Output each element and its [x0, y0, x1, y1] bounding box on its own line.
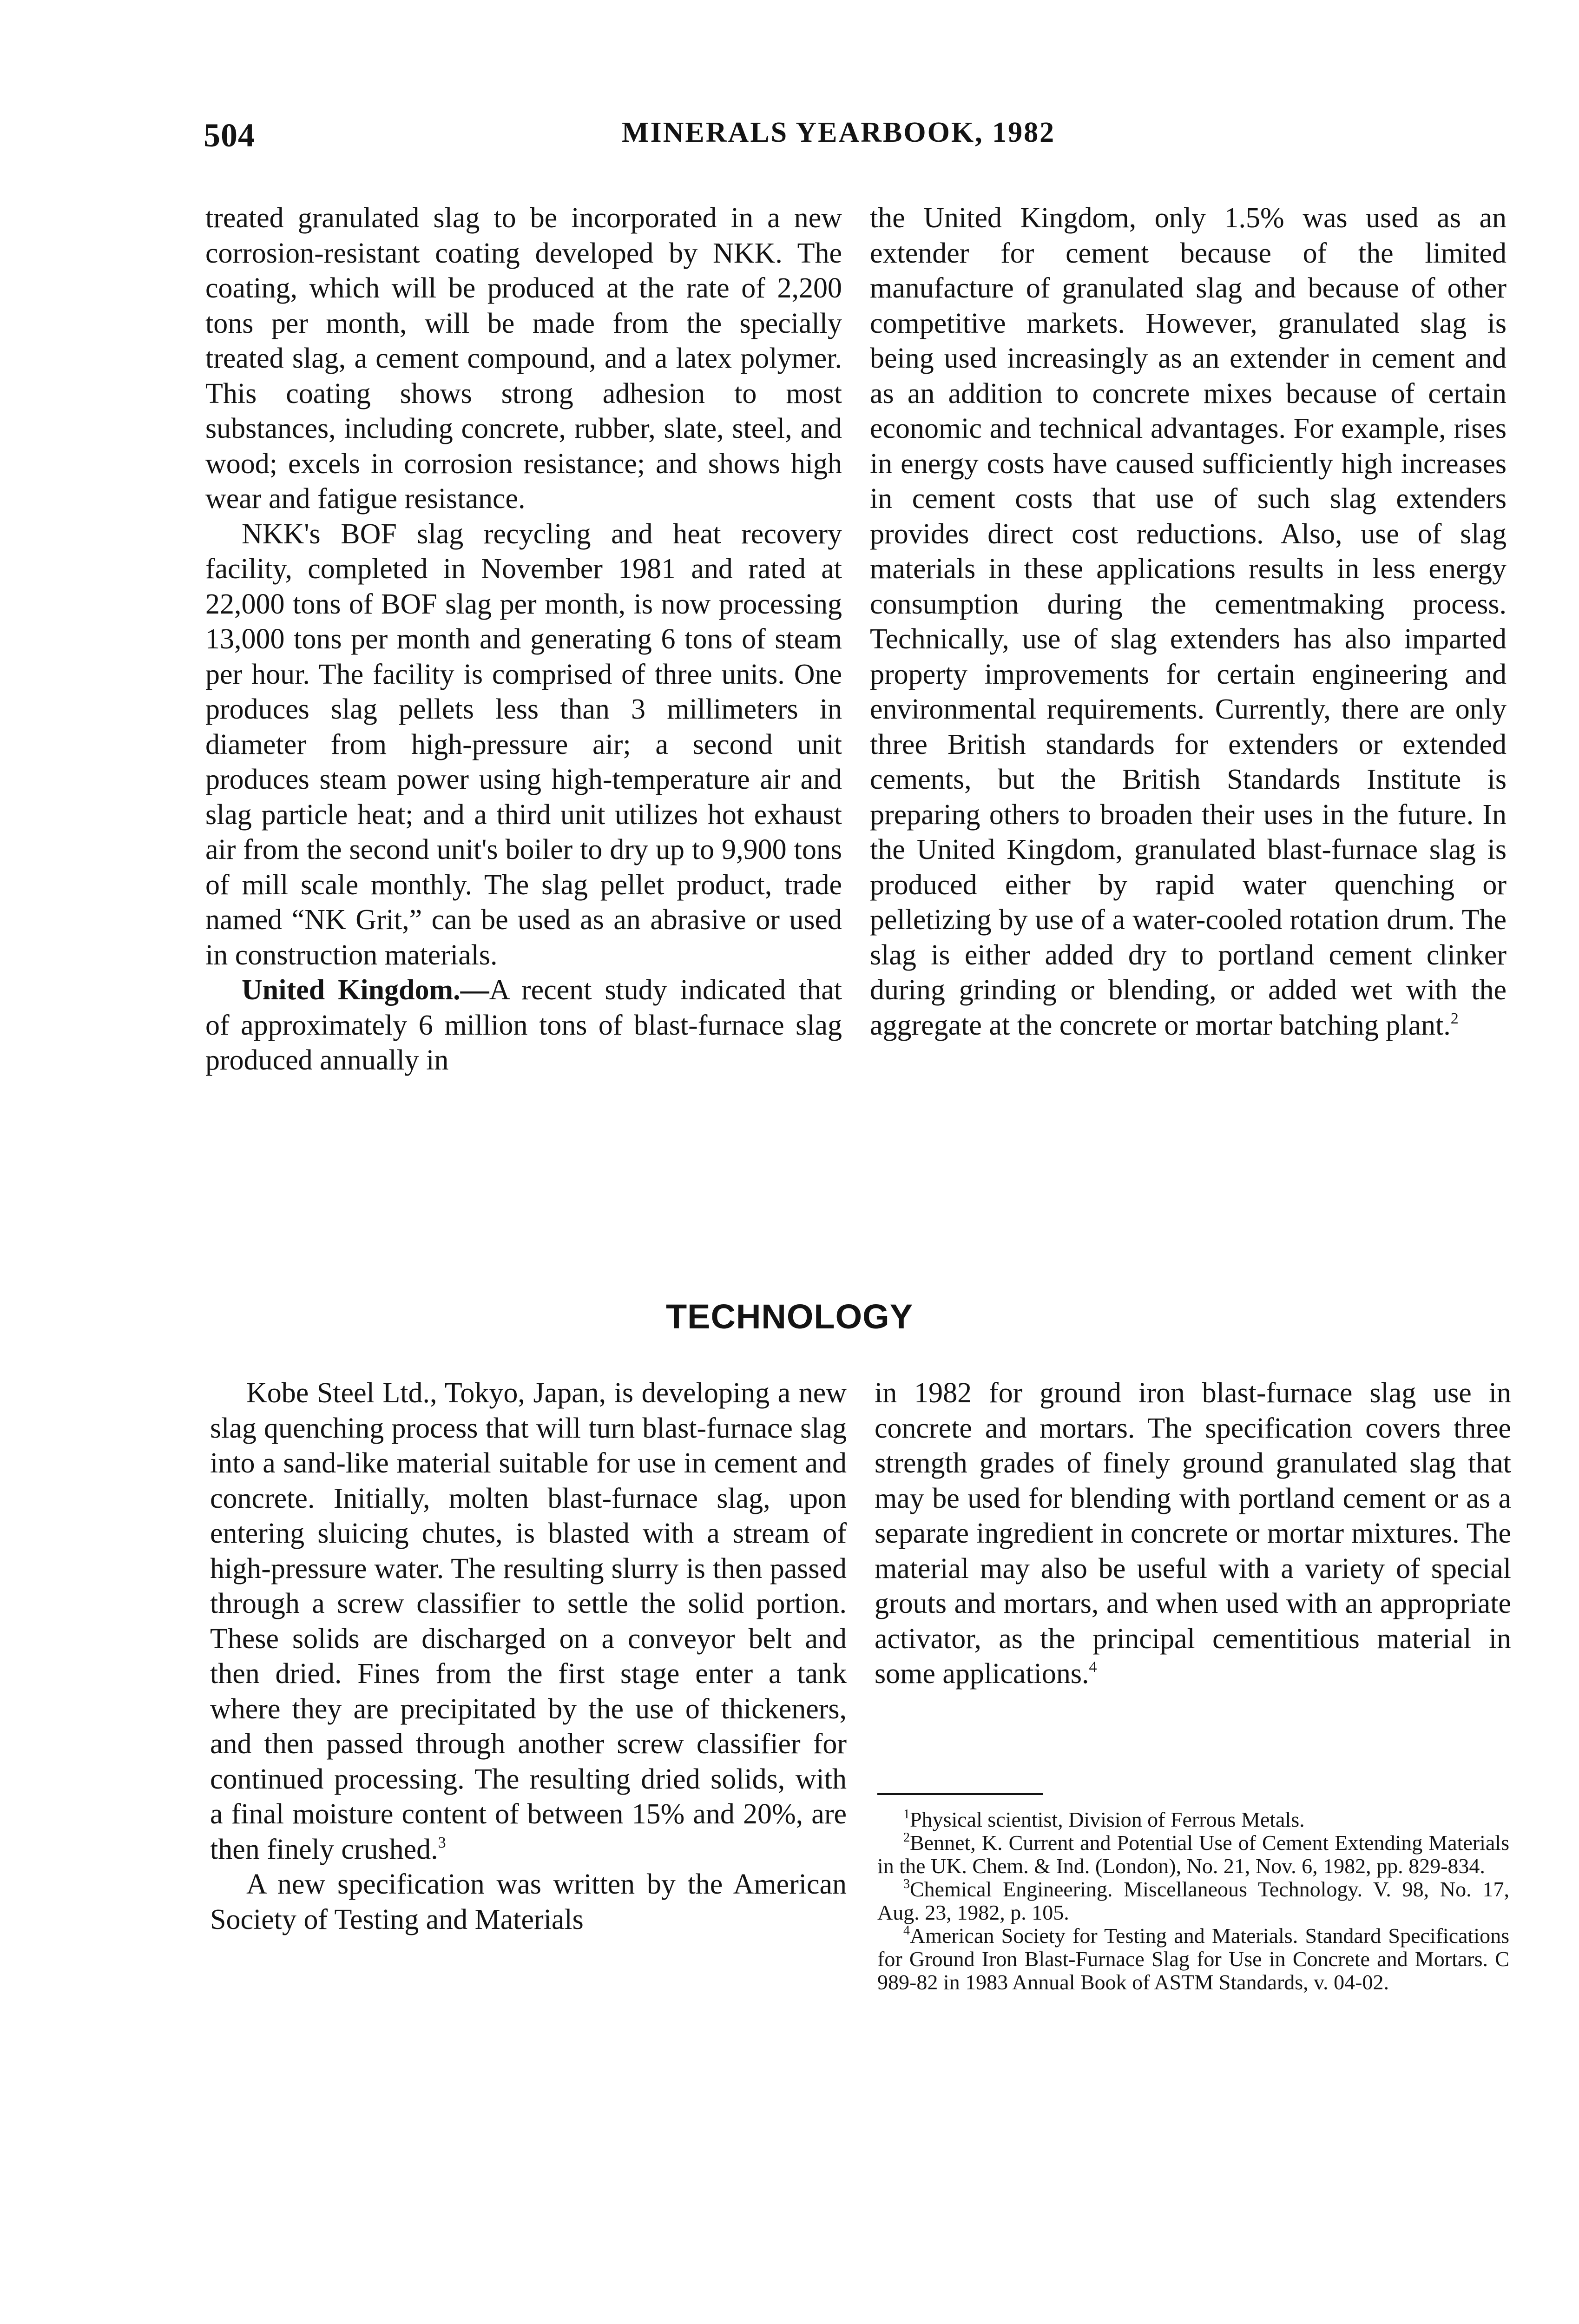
section-heading-technology: TECHNOLOGY: [665, 1297, 914, 1336]
column-2: [870, 201, 1507, 1043]
footnote-ref-4: 4: [1089, 1658, 1097, 1676]
footnote-number: 3: [903, 1877, 910, 1891]
running-title: MINERALS YEARBOOK, 1982: [622, 117, 1056, 148]
column-1: [205, 201, 842, 1078]
paragraph-united-kingdom-text: A recent study indicated that of approximately 6 million tons of blast-furnace slag produced annually in: [205, 974, 842, 1076]
footnotes: [877, 1808, 1509, 1994]
footnote-text: Chemical Engineering. Miscellaneous Technology. V. 98, No. 17, Aug. 23, 1982, p. 105.: [877, 1877, 1509, 1924]
column-3: [210, 1376, 847, 1937]
footnote-4: [877, 1924, 1509, 1994]
paragraph-united-kingdom: [205, 973, 842, 1078]
run-in-heading-united-kingdom: United Kingdom.—: [242, 974, 489, 1006]
column-4: [875, 1376, 1511, 1692]
paragraph-nkk-coating: treated granulated slag to be incorporated in a new corrosion-resistant coating developed by NKK. The coating, which will be produced at the rate of 2,200 tons per month, will be made from the specially treated slag, a cement compound, and a latex polymer. This coating shows strong adhesion to most substances, including concrete, rubber, slate, steel, and wood; excels in corrosion resistance; and shows high wear and fatigue resistance.: [205, 202, 842, 515]
footnote-3: [877, 1878, 1509, 1924]
footnote-number: 1: [903, 1807, 910, 1822]
footnote-text: American Society for Testing and Materials. Standard Specifications for Ground Iron Blast-Furnace Slag for Use in Concrete and Mortars. C 989-82 in 1983 Annual Book of ASTM Standards, v. 04-02.: [877, 1924, 1509, 1994]
page-number: 504: [204, 117, 255, 154]
paragraph-kobe-steel-text: Kobe Steel Ltd., Tokyo, Japan, is developing a new slag quenching process that will turn blast-furnace slag into a sand-like material suitable for use in cement and concrete. Initially, molten blast-furnace slag, upon entering sluicing chutes, is blasted with a stream of high-pressure water. The resulting slurry is then passed through a screw classifier to settle the solid portion. These solids are discharged on a conveyor belt and then dried. Fines from the first stage enter a tank where they are precipitated by the use of thickeners, and then passed through another screw classifier for continued processing. The resulting dried solids, with a final moisture content of between 15% and 20%, are then finely crushed.: [210, 1377, 847, 1865]
footnote-number: 2: [903, 1830, 910, 1845]
page-header: [204, 116, 1537, 158]
footnote-text: Physical scientist, Division of Ferrous Metals.: [910, 1808, 1305, 1831]
footnote-number: 4: [903, 1923, 910, 1938]
footnote-2: [877, 1831, 1509, 1878]
footnote-1: [877, 1808, 1509, 1831]
paragraph-uk-slag-use-text: the United Kingdom, only 1.5% was used as an extender for cement because of the limited manufacture of granulated slag and because of other competitive markets. However, granulated slag is being used increasingly as an extender in cement and as an addition to concrete mixes because of certain economic and technical advantages. For example, rises in energy costs have caused sufficiently high increases in cement costs that use of such slag extenders provides direct cost reductions. Also, use of slag materials in these applications results in less energy consumption during the cementmaking process. Technically, use of slag extenders has also imparted property improvements for certain engineering and environmental requirements. Currently, there are only three British standards for extenders or extended cements, but the British Standards Institute is preparing others to broaden their uses in the future. In the United Kingdom, granulated blast-furnace slag is produced either by rapid water quenching or pelletizing by use of a water-cooled rotation drum. The slag is either added dry to portland cement clinker during grinding or blending, or added wet with the aggregate at the concrete or mortar batching plant.: [870, 202, 1507, 1041]
footnote-ref-3: 3: [438, 1834, 446, 1851]
footnote-text: Bennet, K. Current and Potential Use of Cement Extending Materials in the UK. Chem. & Ind. (London), No. 21, Nov. 6, 1982, pp. 829-834.: [877, 1831, 1509, 1878]
paragraph-astm-spec-continued: [875, 1376, 1511, 1692]
paragraph-astm-spec: A new specification was written by the American Society of Testing and Materials: [210, 1868, 847, 1935]
paragraph-uk-slag-use: [870, 201, 1507, 1043]
footnote-divider: [877, 1793, 1043, 1795]
paragraph-kobe-steel: [210, 1376, 847, 1867]
paragraph-astm-spec-continued-text: in 1982 for ground iron blast-furnace slag use in concrete and mortars. The specification covers three strength grades of finely ground granulated slag that may be used for blending with portland cement or as a separate ingredient in concrete or mortar mixtures. The material may also be useful with a variety of special grouts and mortars, and when used with an appropriate activator, as the principal cementitious material in some applications.: [875, 1377, 1511, 1690]
paragraph-nkk-bof-facility: NKK's BOF slag recycling and heat recovery facility, completed in November 1981 and rated at 22,000 tons of BOF slag per month, is now processing 13,000 tons per month and generating 6 tons of steam per hour. The facility is comprised of three units. One produces slag pellets less than 3 millimeters in diameter from high-pressure air; a second unit produces steam power using high-temperature air and slag particle heat; and a third unit utilizes hot exhaust air from the second unit's boiler to dry up to 9,900 tons of mill scale monthly. The slag pellet product, trade named “NK Grit,” can be used as an abrasive or used in construction materials.: [205, 518, 842, 971]
footnote-ref-2: 2: [1450, 1010, 1459, 1027]
